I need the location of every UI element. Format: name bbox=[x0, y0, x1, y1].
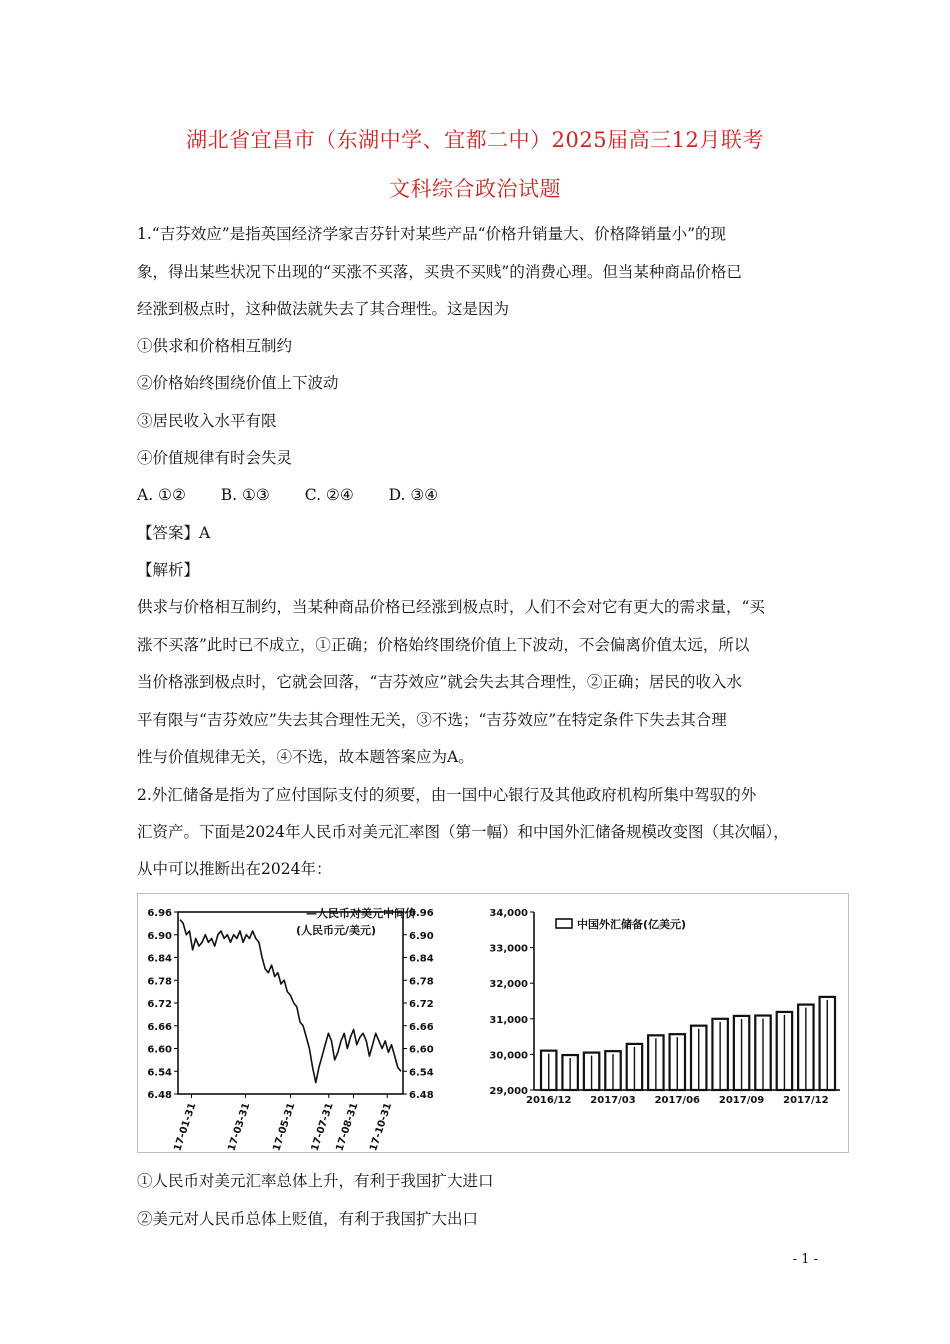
q1-statement: ④价值规律有时会失灵 bbox=[137, 449, 293, 467]
bar-y-tick-label: 34,000 bbox=[489, 908, 528, 919]
bar-legend-swatch bbox=[556, 919, 572, 928]
y-tick-label-right: 6.60 bbox=[409, 1044, 434, 1056]
bar-x-tick-label: 2017/06 bbox=[654, 1095, 700, 1106]
q1-statement: ①供求和价格相互制约 bbox=[137, 337, 293, 355]
page-title: 湖北省宜昌市（东湖中学、宜都二中）2025届高三12月联考 bbox=[186, 128, 764, 152]
q1-stem-line: 经涨到极点时，这种做法就失去了其合理性。这是因为 bbox=[137, 300, 510, 318]
y-tick-label-right: 6.72 bbox=[409, 999, 434, 1010]
page-subtitle: 文科综合政治试题 bbox=[389, 177, 561, 201]
page-number: - 1 - bbox=[792, 1252, 818, 1267]
q1-option-c: C. ②④ bbox=[304, 486, 354, 504]
q1-analysis-line: 平有限与“吉芬效应”失去其合理性无关，③不选；“吉芬效应”在特定条件下失去其合理 bbox=[137, 711, 727, 729]
x-tick-label: 17-03-31 bbox=[226, 1101, 253, 1152]
y-tick-label-right: 6.84 bbox=[409, 953, 434, 965]
q1-option-a: A. ①② bbox=[137, 486, 186, 504]
x-tick-label: 17-10-31 bbox=[368, 1101, 395, 1152]
q2-charts bbox=[138, 894, 848, 1152]
y-tick-label-right: 6.90 bbox=[409, 930, 434, 942]
q2-statement: ①人民币对美元汇率总体上升，有利于我国扩大进口 bbox=[137, 1172, 494, 1190]
q1-analysis-line: 涨不买落”此时已不成立，①正确；价格始终围绕价值上下波动，不会偏离价值太远，所以 bbox=[137, 636, 750, 654]
q1-answer: 【答案】A bbox=[137, 524, 211, 542]
y-tick-label-left: 6.66 bbox=[147, 1021, 172, 1033]
q1-option-b: B. ①③ bbox=[220, 486, 270, 504]
bar-x-tick-label: 2016/12 bbox=[526, 1095, 572, 1106]
q2-statement: ②美元对人民币总体上贬值，有利于我国扩大出口 bbox=[137, 1210, 479, 1228]
q1-option-d: D. ③④ bbox=[388, 486, 439, 504]
bar-y-tick-label: 31,000 bbox=[489, 1014, 528, 1026]
q1-statement: ②价格始终围绕价值上下波动 bbox=[137, 374, 339, 392]
x-tick-label: 17-01-31 bbox=[172, 1101, 199, 1152]
q2-stem-line: 汇资产。下面是2024年人民币对美元汇率图（第一幅）和中国外汇储备规模改变图（其次幅）， bbox=[137, 823, 789, 841]
bar-y-tick-label: 32,000 bbox=[489, 979, 528, 991]
q1-analysis-label: 【解析】 bbox=[137, 561, 200, 579]
q1-analysis-line: 当价格涨到极点时，它就会回落，“吉芬效应”就会失去其合理性，②正确；居民的收入水 bbox=[137, 673, 742, 691]
y-tick-label-left: 6.48 bbox=[147, 1090, 172, 1101]
bar-y-tick-label: 29,000 bbox=[489, 1086, 528, 1097]
exchange-rate-line bbox=[180, 920, 401, 1083]
bar-x-tick-label: 2017/09 bbox=[718, 1095, 765, 1106]
bar-x-tick-label: 2017/03 bbox=[590, 1095, 636, 1106]
line-chart-legend-unit: (人民币元/美元) bbox=[295, 924, 377, 937]
y-tick-label-left: 6.54 bbox=[147, 1067, 172, 1079]
q1-analysis-line: 供求与价格相互制约，当某种商品价格已经涨到极点时，人们不会对它有更大的需求量，“买 bbox=[137, 598, 765, 616]
x-tick-label: 17-05-31 bbox=[271, 1101, 298, 1152]
y-tick-label-left: 6.96 bbox=[147, 908, 172, 919]
q1-analysis-line: 性与价值规律无关，④不选，故本题答案应为A。 bbox=[137, 748, 474, 766]
bar-y-tick-label: 30,000 bbox=[489, 1050, 528, 1062]
y-tick-label-left: 6.60 bbox=[147, 1044, 172, 1056]
y-tick-label-right: 6.54 bbox=[409, 1067, 434, 1079]
bar-x-tick-label: 2017/12 bbox=[783, 1095, 829, 1106]
bar-y-tick-label: 33,000 bbox=[489, 943, 528, 955]
q1-statement: ③居民收入水平有限 bbox=[137, 412, 277, 430]
bar-chart-legend: 中国外汇储备(亿美元) bbox=[577, 918, 687, 931]
y-tick-label-left: 6.72 bbox=[147, 999, 172, 1010]
y-tick-label-left: 6.90 bbox=[147, 930, 172, 942]
y-tick-label-right: 6.66 bbox=[409, 1021, 434, 1033]
y-tick-label-left: 6.78 bbox=[147, 976, 172, 988]
q1-options bbox=[137, 485, 468, 505]
q2-stem-line: 2.外汇储备是指为了应付国际支付的须要，由一国中心银行及其他政府机构所集中驾驭的外 bbox=[137, 786, 757, 804]
q1-stem-line: 1.“吉芬效应”是指英国经济学家吉芬针对某些产品“价格升销量大、价格降销量小”的现 bbox=[137, 225, 726, 243]
q2-figure bbox=[137, 893, 849, 1153]
x-tick-label: 17-08-31 bbox=[334, 1101, 361, 1152]
y-tick-label-right: 6.48 bbox=[409, 1090, 434, 1101]
y-tick-label-right: 6.96 bbox=[409, 908, 434, 919]
line-chart-legend: —人民币对美元中间价 bbox=[306, 907, 416, 920]
y-tick-label-left: 6.84 bbox=[147, 953, 172, 965]
q1-stem-line: 象，得出某些状况下出现的“买涨不买落，买贵不买贱”的消费心理。但当某种商品价格已 bbox=[137, 263, 742, 281]
x-tick-label: 17-07-31 bbox=[309, 1101, 336, 1152]
y-tick-label-right: 6.78 bbox=[409, 976, 434, 988]
q2-stem-line: 从中可以推断出在2024年： bbox=[137, 860, 332, 878]
